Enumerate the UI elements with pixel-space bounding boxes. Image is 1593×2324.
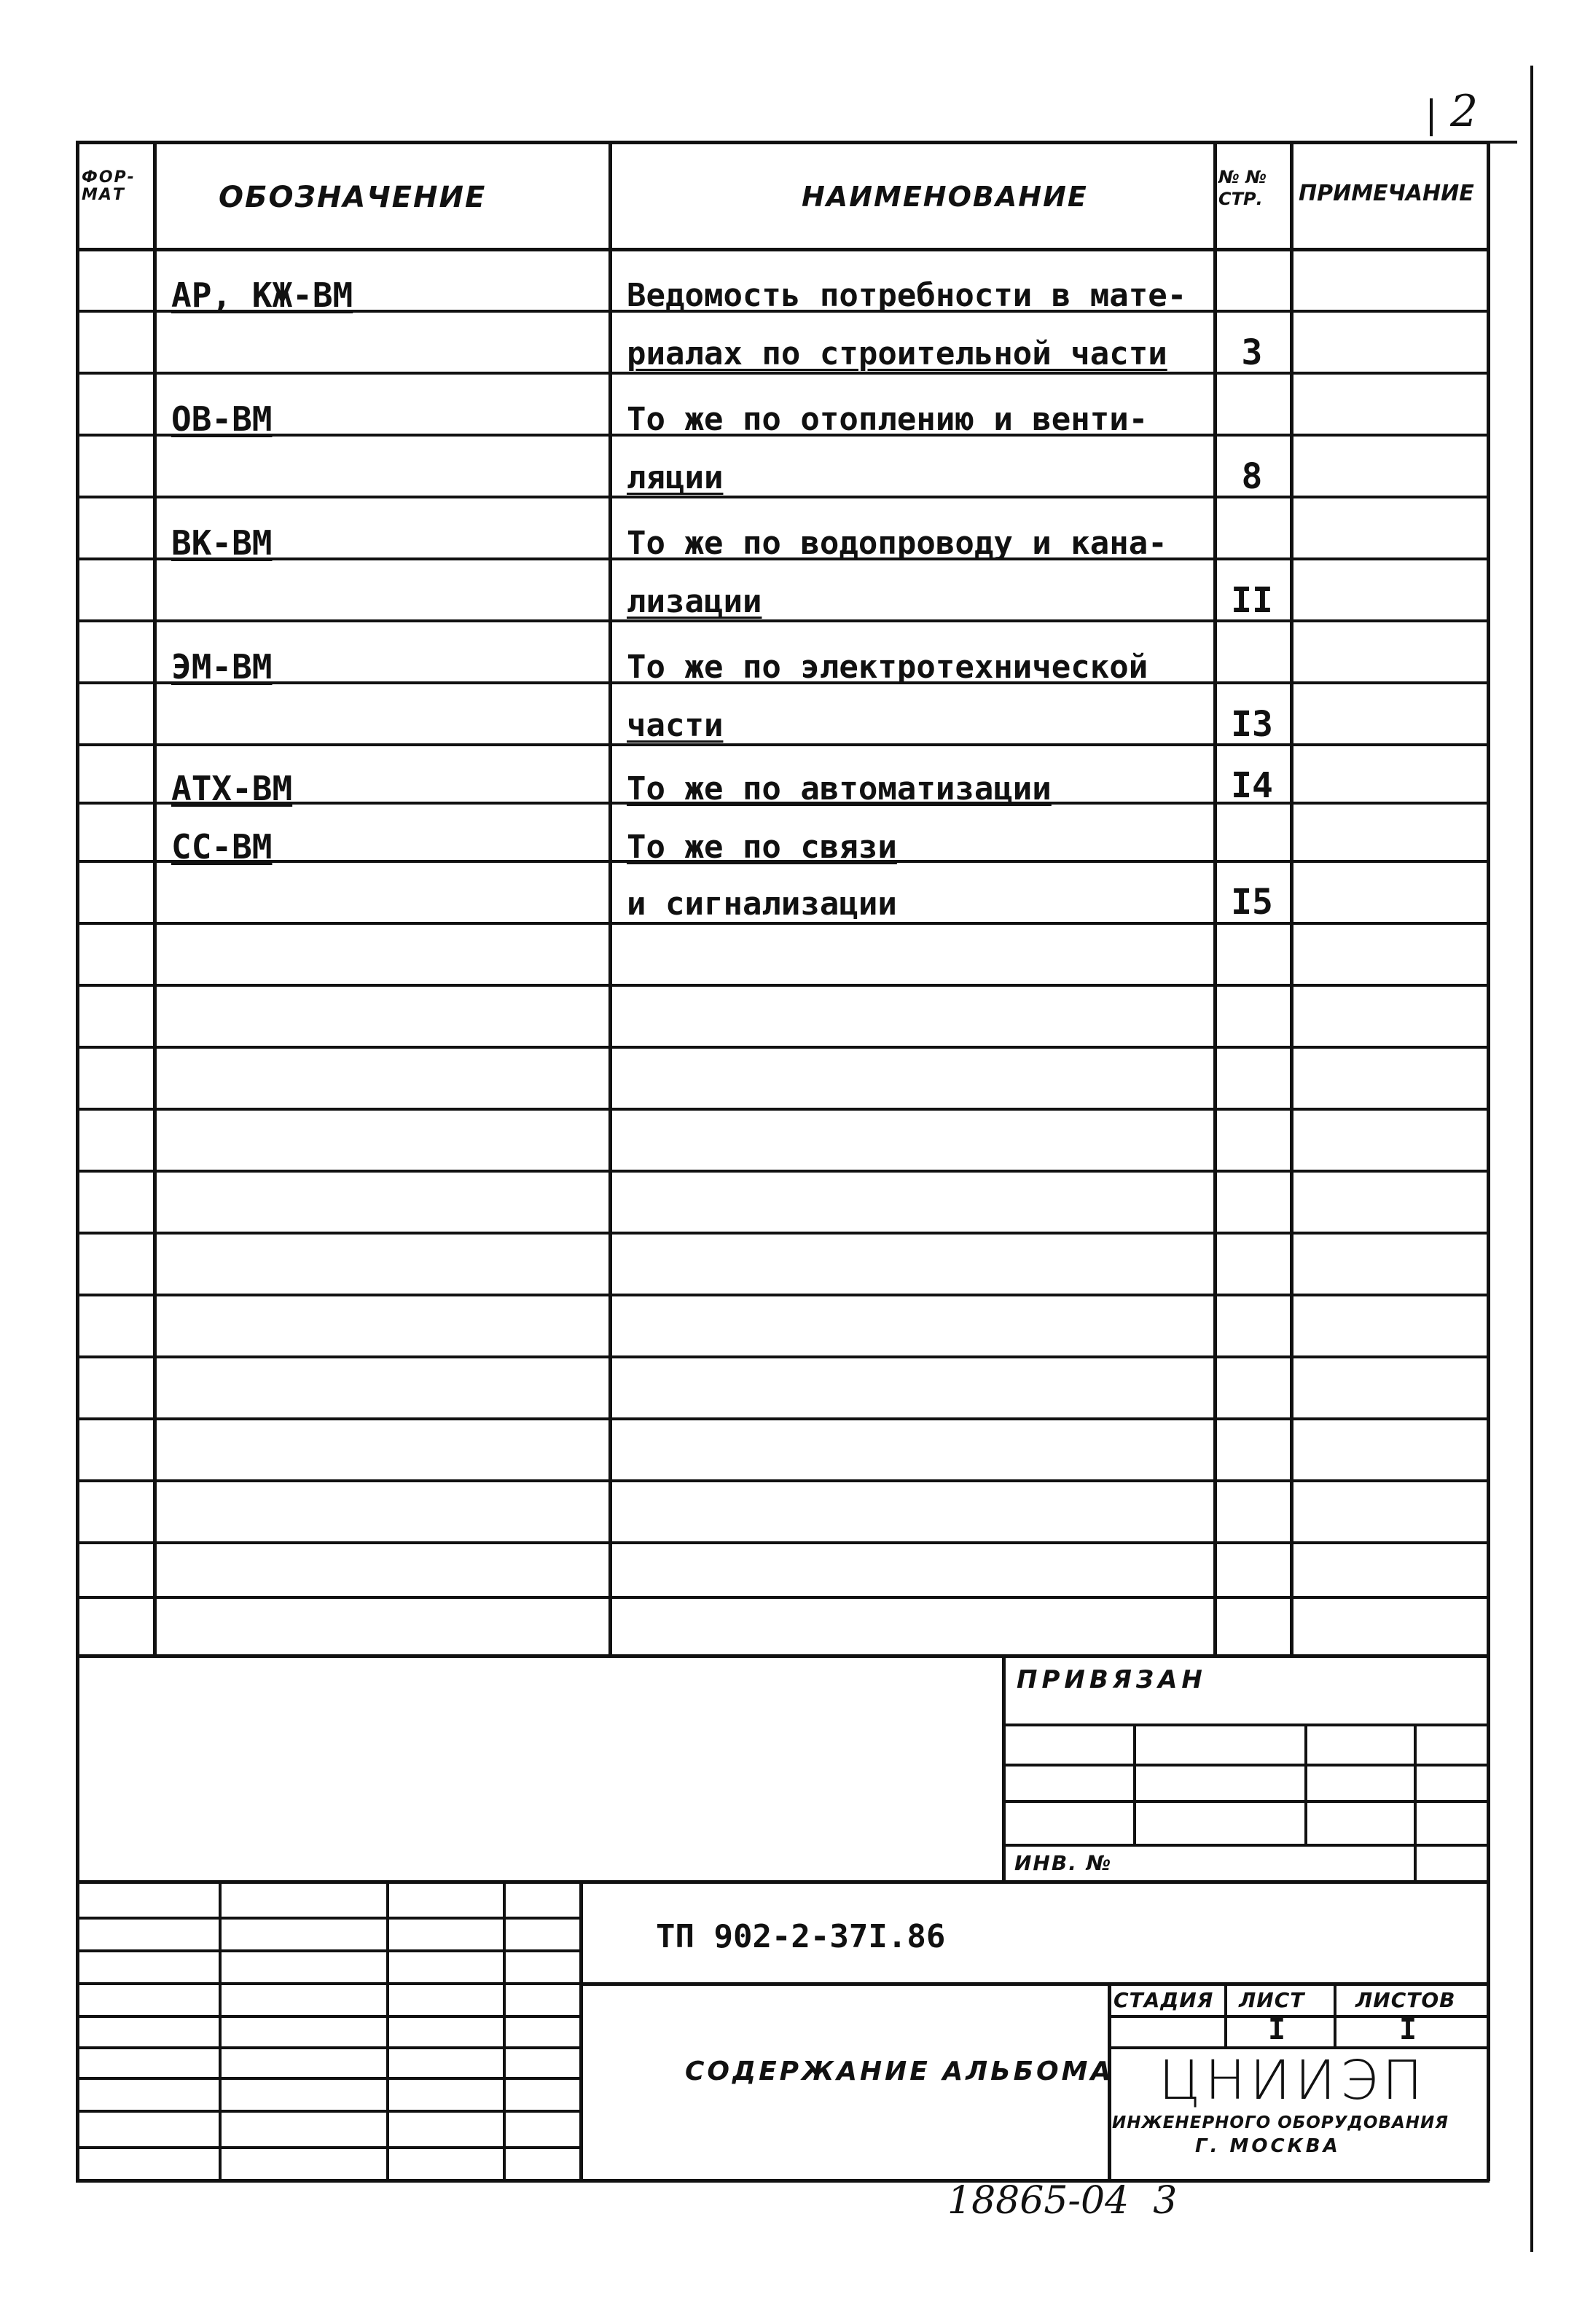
sheets-label: ЛИСТОВ <box>1355 1988 1456 2012</box>
row-4-page: 8 <box>1241 456 1263 497</box>
titleblock-grid-row <box>76 1982 582 1985</box>
titleblock-grid-row <box>76 2046 582 2049</box>
row-1-name: Ведомость потребности в мате- <box>627 277 1187 314</box>
sheet-label: ЛИСТ <box>1239 1988 1305 2012</box>
titleblock-grid-row <box>76 2146 582 2149</box>
header-note: ПРИМЕЧАНИЕ <box>1299 181 1474 206</box>
binding-col-1 <box>1133 1724 1136 1844</box>
stage-label: СТАДИЯ <box>1113 1988 1214 2012</box>
row-9-code: АТХ-ВМ <box>171 769 293 808</box>
org-name: ЦНИИЭП <box>1159 2049 1428 2112</box>
page-number-divider <box>1430 98 1433 136</box>
table-top-border <box>76 141 1490 144</box>
table-row-line <box>76 1170 1490 1173</box>
sheets-value: I <box>1399 2013 1417 2046</box>
tb-grid-col-1 <box>219 1880 222 2179</box>
row-6-name: лизации <box>627 583 762 620</box>
footer-note: 18865-04 3 <box>947 2179 1178 2223</box>
row-3-code: ОВ-ВМ <box>171 399 273 439</box>
titleblock-grid-row <box>76 2015 582 2018</box>
tb-stage-row <box>1108 2015 1490 2018</box>
table-row-line <box>76 1232 1490 1235</box>
table-row-line <box>76 1355 1490 1358</box>
table-row-line <box>76 1596 1490 1599</box>
binding-row-2 <box>1002 1764 1490 1767</box>
sheet-value: I <box>1268 2013 1286 2046</box>
row-11-name: и сигнализации <box>627 885 897 923</box>
row-5-name: То же по водопроводу и кана- <box>627 525 1167 562</box>
row-10-name: То же по связи <box>627 829 897 866</box>
binding-inv-label: ИНВ. № <box>1014 1851 1113 1875</box>
tb-grid-col-2 <box>386 1880 389 2179</box>
tb-code-divider <box>579 1982 1490 1986</box>
binding-row-3 <box>1002 1800 1490 1803</box>
doc-code: ТП 902-2-37I.86 <box>656 1918 946 1955</box>
binding-row-1 <box>1002 1724 1490 1726</box>
row-10-code: СС-ВМ <box>171 827 273 866</box>
table-row-line <box>76 1479 1490 1482</box>
table-row-line <box>76 1108 1490 1111</box>
table-row-line <box>76 984 1490 987</box>
header-page-no: № № СТР. <box>1218 167 1267 209</box>
row-7-code: ЭМ-ВМ <box>171 647 273 686</box>
row-4-name: ляции <box>627 459 724 496</box>
table-row-line <box>76 1046 1490 1049</box>
table-row-line <box>76 1541 1490 1544</box>
binding-top-border <box>76 1654 1490 1658</box>
page-number: 2 <box>1450 86 1479 137</box>
titleblock-bottom-border <box>76 2179 1490 2183</box>
header-name: НАИМЕНОВАНИЕ <box>802 181 1088 213</box>
binding-col-2 <box>1304 1724 1307 1844</box>
row-8-name: части <box>627 707 724 744</box>
row-1-code: АР, КЖ-ВМ <box>171 275 353 315</box>
row-7-name: То же по электротехнической <box>627 649 1148 686</box>
row-6-page: II <box>1231 580 1273 621</box>
tb-grid-col-4 <box>579 1880 583 2179</box>
titleblock-grid-row <box>76 1917 582 1920</box>
tb-grid-col-3 <box>503 1880 506 2179</box>
org-line2: ИНЖЕНЕРНОГО ОБОРУДОВАНИЯ <box>1112 2113 1449 2132</box>
row-2-name: риалах по строительной части <box>627 335 1167 372</box>
col-divider-designation <box>608 141 612 1656</box>
header-bottom-border <box>76 248 1490 251</box>
binding-row-4 <box>1002 1844 1490 1847</box>
titleblock-grid-row <box>76 2077 582 2080</box>
row-2-page: 3 <box>1241 332 1263 373</box>
titleblock-grid-row <box>76 1949 582 1952</box>
row-5-code: ВК-ВМ <box>171 523 273 563</box>
page-right-edge <box>1530 66 1533 2252</box>
col-divider-format <box>153 141 157 1656</box>
header-format: ФОР-МАТ <box>82 168 136 204</box>
titleblock-top-border <box>76 1880 1490 1884</box>
col-divider-page <box>1290 141 1293 1656</box>
table-right-border <box>1487 141 1490 2181</box>
binding-col-3 <box>1414 1724 1417 1880</box>
table-row-line <box>76 1294 1490 1296</box>
table-row-line <box>76 1417 1490 1420</box>
doc-title: СОДЕРЖАНИЕ АЛЬБОМА <box>685 2057 1114 2086</box>
titleblock-grid-row <box>76 2110 582 2113</box>
binding-title: ПРИВЯЗАН <box>1017 1665 1207 1694</box>
org-line3: Г. МОСКВА <box>1195 2135 1341 2157</box>
row-9-page: I4 <box>1231 765 1273 806</box>
header-designation: ОБОЗНАЧЕНИЕ <box>219 181 487 214</box>
row-9-name: То же по автоматизации <box>627 770 1052 807</box>
row-3-name: То же по отоплению и венти- <box>627 401 1148 438</box>
row-11-page: I5 <box>1231 882 1273 923</box>
table-left-border <box>76 141 79 2181</box>
row-8-page: I3 <box>1231 704 1273 745</box>
